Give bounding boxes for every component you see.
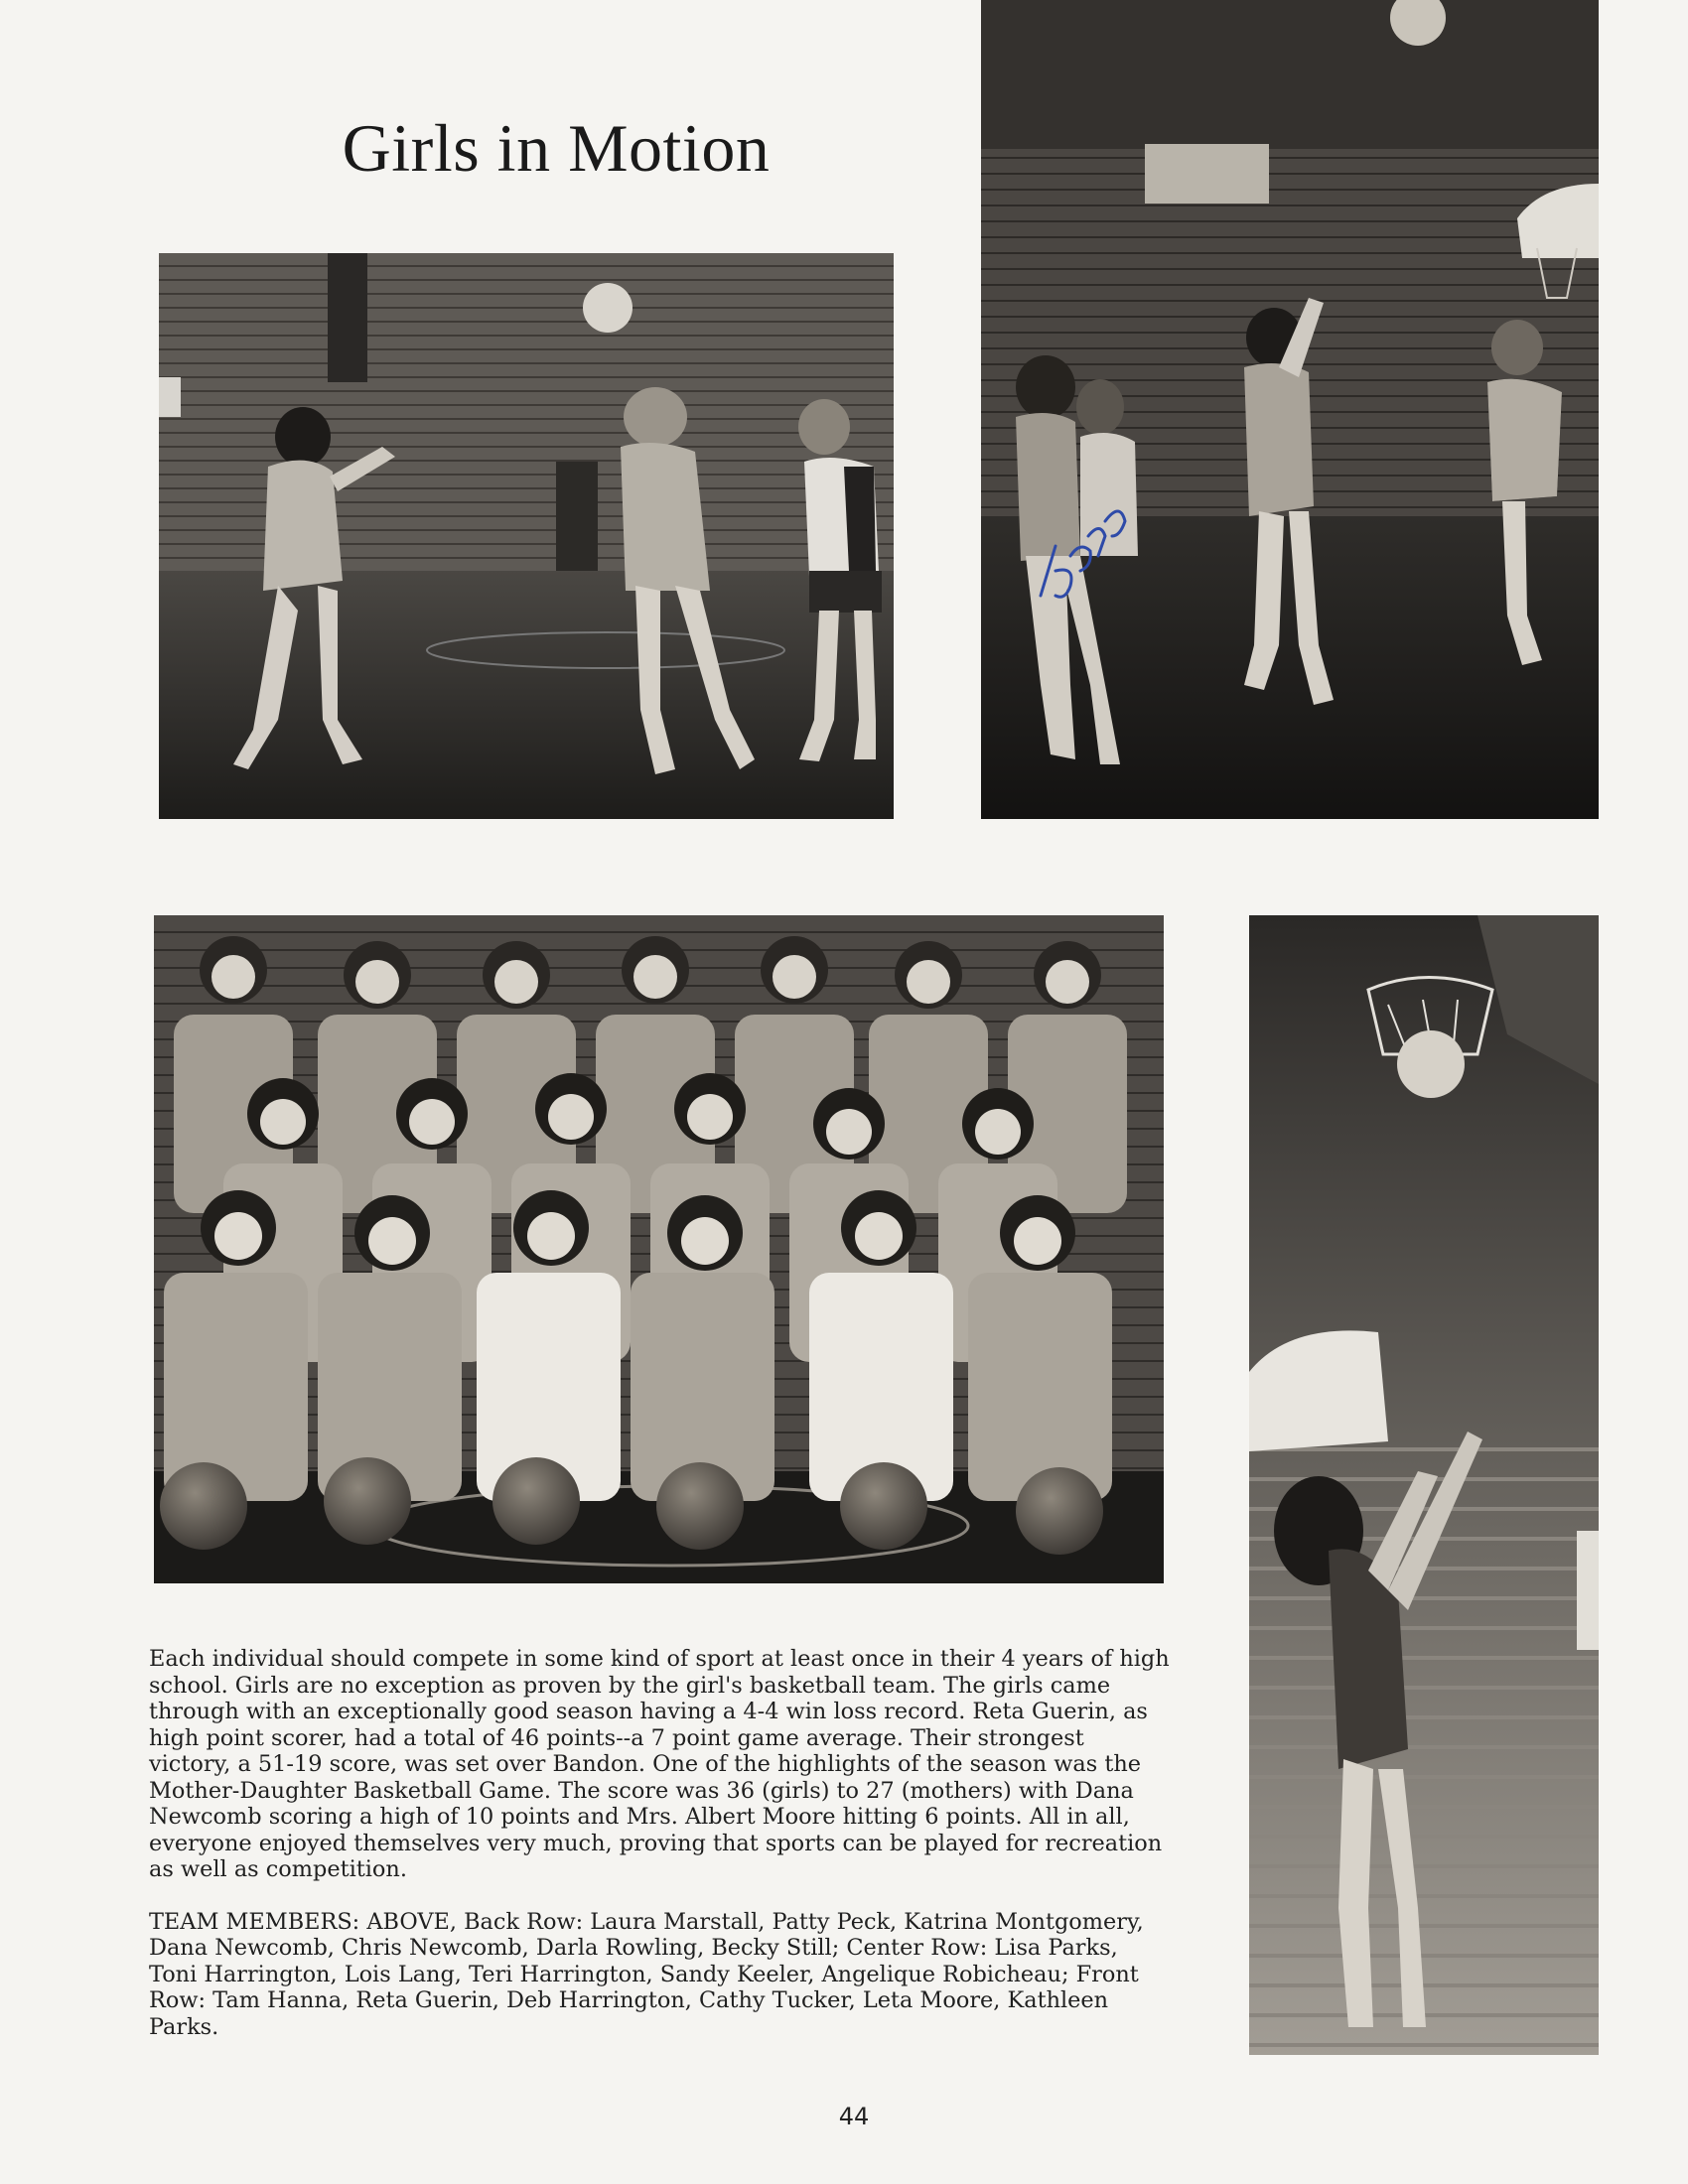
photo-rebound xyxy=(981,0,1599,819)
article-caption xyxy=(149,1646,1172,2066)
team-photo-image xyxy=(154,915,1164,1583)
team-members-list: TEAM MEMBERS: ABOVE, Back Row: Laura Marstall, Patty Peck, Katrina Montgomery, Dana Newcomb, Chris Newcomb, Darla Rowling, Becky Still; Center Row: Lisa Parks, Toni Harrington, Lois Lang, Teri Harrington, Sandy Keeler, Angelique Robicheau; Front Row: Tam Hanna, Reta Guerin, Deb Harrington, Cathy Tucker, Leta Moore, Kathleen Parks. xyxy=(149,1908,1144,2040)
photo-passing xyxy=(159,253,894,819)
page-number: 44 xyxy=(838,2103,870,2130)
photo-team-portrait xyxy=(154,915,1164,1583)
article-paragraph: Each individual should compete in some kind of sport at least once in their 4 years of high school. Girls are no exception as proven by the girl's basketball team. The girls came through with an exceptionally good season having a 4-4 win loss record. Reta Guerin, as high point scorer, had a total of 46 points--a 7 point game average. Their strongest victory, a 51-19 score, was set over Bandon. One of the highlights of the season was the Mother-Daughter Basketball Game. The score was 36 (girls) to 27 (mothers) with Dana Newcomb scoring a high of 10 points and Mrs. Albert Moore hitting 6 points. All in all, everyone enjoyed themselves very much, proving that sports can be played for recreation as well as competition. xyxy=(149,1646,1170,1882)
shooting-photo-image xyxy=(1249,915,1599,2055)
rebound-photo-image xyxy=(981,0,1599,819)
passing-photo-image xyxy=(159,253,894,819)
page-title: Girls in Motion xyxy=(342,110,771,186)
photo-shooting xyxy=(1249,915,1599,2055)
